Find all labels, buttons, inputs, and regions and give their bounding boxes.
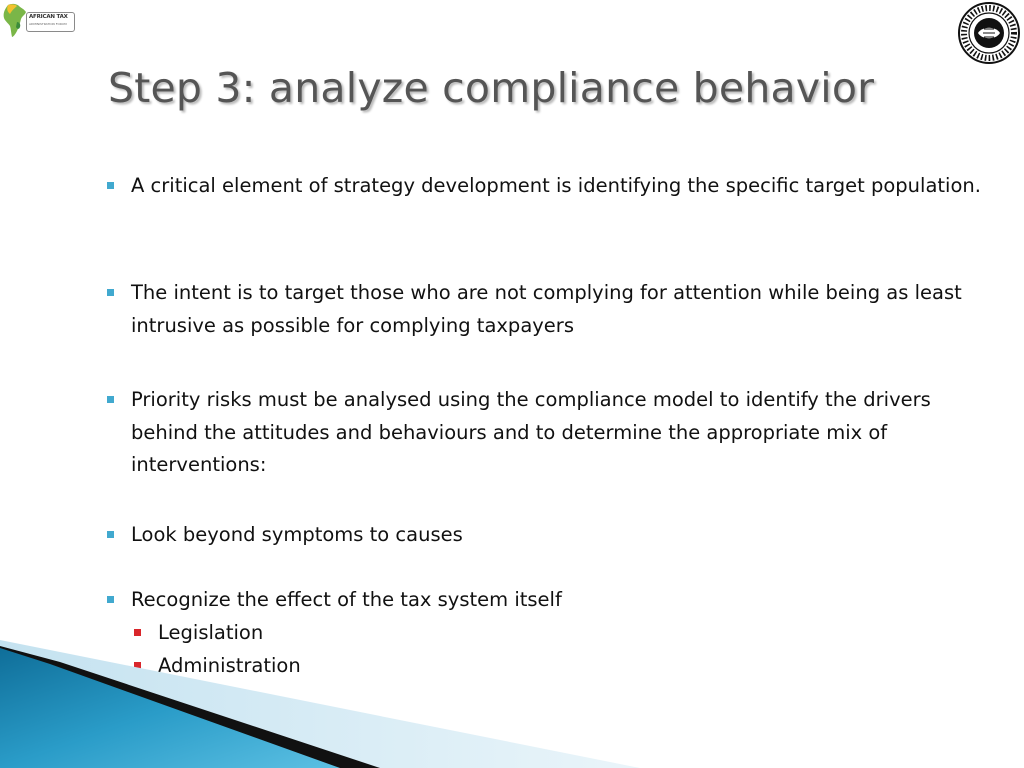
square-bullet-icon [107,396,114,403]
decorative-swoosh [0,640,1024,768]
bullet-text: The intent is to target those who are not complying for attention while being as least intrusive as possible for complying taxpayers [131,281,962,337]
bullet-item [131,384,981,482]
bullet-text: Look beyond symptoms to causes [131,523,463,546]
square-bullet-icon [107,182,114,189]
imf-seal-logo [958,2,1020,64]
square-bullet-icon [107,289,114,296]
bullet-text: Priority risks must be analysed using the compliance model to identify the drivers behind the attitudes and behaviours and to determine the appropriate mix of interventions: [131,388,931,476]
ataf-name: AFRICAN TAX [29,14,68,20]
ataf-wordmark [26,12,75,32]
ataf-sub: ADMINISTRATION FORUM [29,22,67,26]
bullet-item [131,277,981,342]
sub-bullet-text: Legislation [158,621,264,644]
square-bullet-icon [107,596,114,603]
bullet-item [131,584,981,617]
bullet-item [131,519,981,552]
slide-title: Step 3: analyze compliance behavior [108,64,875,112]
bullet-item [131,170,981,203]
sub-bullet-text: Administration [158,654,301,677]
red-square-bullet-icon [134,629,141,636]
bullet-text: Recognize the effect of the tax system itself [131,588,562,611]
africa-map-icon [2,2,28,40]
bullet-text: A critical element of strategy development is identifying the specific target population. [131,174,981,197]
ataf-logo [2,2,74,42]
square-bullet-icon [107,531,114,538]
